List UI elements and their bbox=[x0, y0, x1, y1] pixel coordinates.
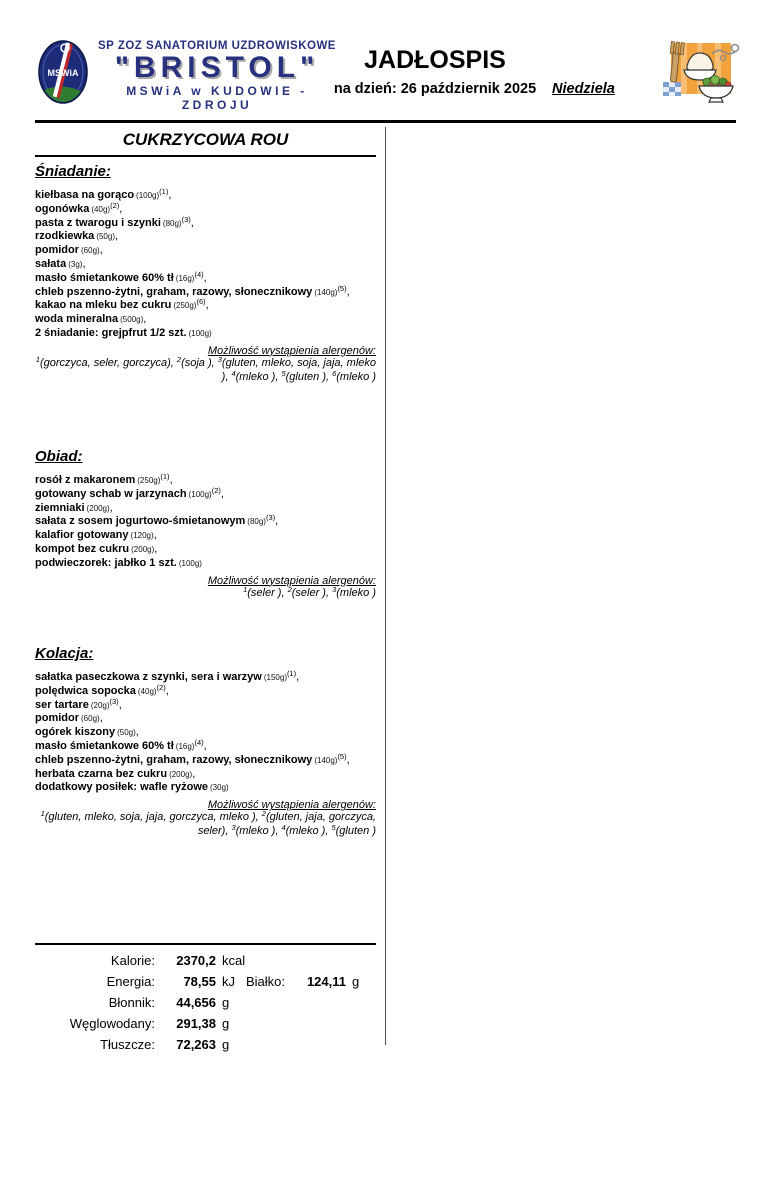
menu-item: masło śmietankowe 60% tł $(16g)^{(4)}$, bbox=[35, 269, 207, 284]
menu-item: chleb pszenno-żytni, graham, razowy, słonecznikowy $(140g)^{(5)}$, bbox=[35, 751, 350, 766]
item-quantity: (80g) bbox=[247, 517, 266, 527]
column-divider bbox=[385, 127, 386, 1045]
item-name: chleb pszenno-żytni, graham, razowy, słonecznikowy bbox=[35, 753, 313, 766]
nutrition-summary bbox=[35, 943, 376, 1055]
item-allergen-ref: (4) bbox=[194, 737, 204, 747]
allergen-number: 3 bbox=[231, 822, 236, 832]
item-quantity: (140g) bbox=[314, 287, 338, 297]
nutrition-value: 2370,2 bbox=[176, 953, 216, 968]
menu-item bbox=[35, 557, 376, 571]
day-name: Niedziela bbox=[552, 81, 615, 97]
item-allergen-ref: (4) bbox=[194, 269, 204, 279]
menu-item: rzodkiewka (50g), bbox=[35, 230, 119, 243]
allergen-text: (gluten, mleko, soja, jaja, gorczyca, mleko ), bbox=[44, 811, 262, 824]
nutrition-value: 72,263 bbox=[176, 1037, 216, 1052]
item-name: ziemniaki bbox=[35, 501, 85, 514]
allergen-header: Możliwość wystąpienia alergenów: bbox=[207, 344, 376, 357]
menu-item: kakao na mleku bez cukru $(250g)^{(6)}$, bbox=[35, 297, 209, 312]
menu-item bbox=[35, 781, 376, 795]
allergen-number: 3 bbox=[332, 584, 337, 594]
dinner-items bbox=[35, 671, 376, 795]
allergen-number: 4 bbox=[281, 822, 286, 832]
menu-item: ziemniaki (200g), bbox=[35, 501, 113, 514]
nutrition-row bbox=[35, 1013, 376, 1034]
nutrition-rows bbox=[35, 950, 376, 1055]
allergen-list bbox=[35, 354, 376, 385]
item-quantity: (3g) bbox=[68, 259, 83, 269]
allergen-number: 2 bbox=[261, 809, 266, 819]
item-name: sałata z sosem jogurtowo-śmietanowym bbox=[35, 515, 246, 528]
allergen-number: 1 bbox=[243, 584, 248, 594]
nutrition-value: 78,55 bbox=[183, 974, 216, 989]
item-name: dodatkowy posiłek: wafle ryżowe bbox=[35, 781, 208, 794]
menu-item: pomidor (60g), bbox=[35, 712, 103, 725]
lunch-heading: Obiad: bbox=[35, 448, 83, 465]
allergen-text: (gluten ), bbox=[285, 370, 333, 383]
allergen-list bbox=[35, 584, 376, 601]
allergen-number: 5 bbox=[281, 368, 286, 378]
nutrition-unit: g bbox=[222, 1037, 230, 1052]
item-name: pomidor bbox=[35, 712, 79, 725]
item-quantity: (100g) bbox=[188, 328, 212, 338]
nutrition-label: Kalorie: bbox=[110, 953, 155, 968]
allergen-text: (mleko ), bbox=[235, 370, 282, 383]
item-quantity: (50g) bbox=[117, 728, 136, 738]
menu-item: kiełbasa na gorąco $(100g)^{(1)}$, bbox=[35, 187, 172, 201]
allergen-number: 1 bbox=[35, 354, 40, 364]
allergen-list bbox=[35, 811, 376, 839]
breakfast-items bbox=[35, 189, 376, 341]
allergen-number: 6 bbox=[332, 368, 337, 378]
item-name: ogórek kiszony bbox=[35, 726, 116, 739]
org-line2: MSWiA w KUDOWIE - ZDROJU bbox=[126, 84, 308, 112]
menu-item: pomidor (60g), bbox=[35, 244, 103, 257]
item-allergen-ref: (5) bbox=[337, 283, 347, 293]
allergen-text: (soja ), bbox=[181, 356, 218, 369]
item-quantity: (20g) bbox=[90, 700, 110, 710]
item-allergen-ref: (5) bbox=[337, 751, 347, 761]
nutrition-label: Węglowodany: bbox=[69, 1016, 155, 1031]
item-allergen-ref: (1) bbox=[159, 187, 169, 196]
breakfast-heading: Śniadanie: bbox=[35, 163, 111, 180]
section-breakfast bbox=[35, 163, 376, 384]
nutrition-value: 124,11 bbox=[306, 974, 346, 989]
item-name: chleb pszenno-żytni, graham, razowy, słonecznikowy bbox=[35, 285, 313, 298]
allergen-number: 5 bbox=[331, 822, 336, 832]
item-name: masło śmietankowe 60% tł bbox=[35, 739, 174, 752]
menu-item: ogonówka $(40g)^{(2)}$, bbox=[35, 200, 123, 215]
nutrition-label: Białko: bbox=[245, 974, 285, 989]
nutrition-label: Tłuszcze: bbox=[100, 1037, 155, 1052]
item-quantity: (250g) bbox=[173, 301, 197, 311]
allergen-text: (mleko ), bbox=[285, 824, 332, 837]
menu-item: polędwica sopocka $(40g)^{(2)}$, bbox=[35, 682, 169, 697]
menu-item: kalafior gotowany (120g), bbox=[35, 529, 157, 542]
allergen-number: 2 bbox=[176, 354, 182, 364]
allergen-text: (mleko ) bbox=[336, 370, 376, 383]
protein-row bbox=[205, 971, 359, 992]
org-line1: SP ZOZ SANATORIUM UZDROWISKOWE bbox=[98, 40, 336, 52]
section-dinner bbox=[35, 645, 376, 839]
section-lunch bbox=[35, 448, 376, 600]
menu-item: herbata czarna bez cukru (200g), bbox=[35, 767, 196, 780]
item-quantity: (140g) bbox=[314, 755, 338, 765]
item-allergen-ref: (3) bbox=[109, 696, 119, 706]
item-quantity: (100g) bbox=[178, 558, 202, 568]
item-quantity: (40g) bbox=[91, 204, 111, 214]
item-quantity: (50g) bbox=[96, 232, 115, 242]
item-quantity: (500g) bbox=[120, 315, 144, 325]
allergen-text: (gluten, jaja, gorczyca, seler), bbox=[197, 811, 376, 837]
menu-item: chleb pszenno-żytni, graham, razowy, słonecznikowy $(140g)^{(5)}$, bbox=[35, 283, 350, 298]
item-name: polędwica sopocka bbox=[35, 684, 136, 697]
item-allergen-ref: (6) bbox=[196, 297, 206, 307]
menu-item: pasta z twarogu i szynki $(80g)^{(3)}$, bbox=[35, 214, 194, 229]
nutrition-unit: kJ bbox=[222, 974, 235, 989]
nutrition-label: Błonnik: bbox=[108, 995, 155, 1010]
item-quantity: (16g) bbox=[175, 273, 195, 283]
diet-title: CUKRZYCOWA ROU bbox=[35, 130, 376, 157]
allergen-number: 1 bbox=[40, 809, 45, 819]
nutrition-row bbox=[35, 950, 376, 971]
item-quantity: (100g) bbox=[188, 489, 212, 499]
lunch-items bbox=[35, 474, 376, 571]
mswia-badge-icon bbox=[38, 40, 88, 104]
item-name: masło śmietankowe 60% tł bbox=[35, 271, 174, 284]
item-name: rzodkiewka bbox=[35, 230, 95, 243]
item-name: kakao na mleku bez cukru bbox=[35, 299, 172, 312]
header-rule bbox=[35, 120, 736, 123]
item-name: kiełbasa na gorąco bbox=[35, 189, 135, 201]
item-name: sałata bbox=[35, 257, 67, 270]
nutrition-unit: kcal bbox=[222, 953, 246, 968]
allergen-number: 4 bbox=[231, 368, 236, 378]
item-quantity: (40g) bbox=[137, 686, 157, 696]
item-allergen-ref: (2) bbox=[156, 682, 166, 692]
item-quantity: (250g) bbox=[137, 476, 161, 485]
menu-item: kompot bez cukru (200g), bbox=[35, 542, 158, 555]
item-name: herbata czarna bez cukru bbox=[35, 767, 168, 780]
item-allergen-ref: (1) bbox=[286, 669, 297, 678]
allergen-header: Możliwość wystąpienia alergenów: bbox=[207, 574, 376, 587]
nutrition-value: 291,38 bbox=[176, 1016, 216, 1031]
menu-item: masło śmietankowe 60% tł $(16g)^{(4)}$, bbox=[35, 737, 207, 752]
date-line: na dzień: 26 październik 2025 bbox=[333, 81, 537, 97]
item-name: kompot bez cukru bbox=[35, 542, 130, 555]
document-title: JADŁOSPIS bbox=[364, 46, 506, 74]
item-name: podwieczorek: jabłko 1 szt. bbox=[35, 556, 177, 569]
nutrition-unit: g bbox=[222, 1016, 230, 1031]
dinner-heading: Kolacja: bbox=[35, 645, 94, 662]
item-quantity: (200g) bbox=[131, 544, 155, 554]
item-quantity: (150g) bbox=[263, 673, 287, 682]
allergen-text: (gluten ) bbox=[335, 824, 376, 837]
item-quantity: (60g) bbox=[81, 714, 100, 724]
organization-block bbox=[92, 40, 342, 112]
item-allergen-ref: (2) bbox=[110, 200, 120, 210]
item-quantity: (200g) bbox=[169, 769, 193, 779]
menu-item: sałata (3g), bbox=[35, 257, 86, 270]
nutrition-unit: g bbox=[352, 974, 360, 989]
item-quantity: (30g) bbox=[210, 783, 229, 793]
nutrition-value: 44,656 bbox=[176, 995, 216, 1010]
nutrition-unit: g bbox=[222, 995, 230, 1010]
menu-item: sałata z sosem jogurtowo-śmietanowym $(80g)^{(3)}$, bbox=[35, 513, 279, 528]
item-allergen-ref: (3) bbox=[265, 513, 276, 523]
logo-text: MSWiA bbox=[47, 68, 79, 78]
allergen-text: (mleko ), bbox=[235, 824, 282, 837]
item-allergen-ref: (3) bbox=[181, 214, 191, 224]
item-name: ogonówka bbox=[35, 202, 90, 215]
nutrition-row bbox=[35, 992, 376, 1013]
allergen-number: 3 bbox=[217, 354, 222, 364]
menu-item: gotowany schab w jarzynach $(100g)^{(2)}$, bbox=[35, 485, 224, 500]
item-quantity: (120g) bbox=[130, 531, 154, 541]
allergen-number: 2 bbox=[287, 584, 292, 594]
allergen-text: (gorczyca, seler, gorczyca), bbox=[39, 356, 177, 369]
item-name: ser tartare bbox=[35, 698, 89, 711]
item-name: gotowany schab w jarzynach bbox=[35, 487, 187, 500]
tablecloth bbox=[663, 82, 681, 96]
org-name: "BRISTOL" bbox=[114, 51, 320, 84]
allergen-text: (seler ), bbox=[291, 586, 333, 599]
menu-item: woda mineralna (500g), bbox=[35, 313, 147, 326]
item-quantity: (200g) bbox=[86, 503, 110, 513]
allergen-header: Możliwość wystąpienia alergenów: bbox=[207, 799, 376, 812]
item-name: pomidor bbox=[35, 244, 79, 257]
item-name: sałatka paseczkowa z szynki, sera i warzyw bbox=[35, 671, 262, 683]
item-allergen-ref: (1) bbox=[160, 472, 170, 481]
allergen-text: (seler ), bbox=[247, 586, 288, 599]
item-quantity: (16g) bbox=[175, 741, 195, 751]
diet-column bbox=[35, 130, 376, 1060]
item-quantity: (80g) bbox=[162, 218, 182, 228]
allergen-text: (mleko ) bbox=[336, 586, 376, 599]
item-name: kalafior gotowany bbox=[35, 529, 129, 542]
item-name: 2 śniadanie: grejpfrut 1/2 szt. bbox=[35, 326, 187, 339]
item-name: rosół z makaronem bbox=[35, 474, 136, 486]
menu-item: sałatka paseczkowa z szynki, sera i warzyw $(150g)^{(1)}$, bbox=[35, 669, 300, 683]
menu-item: ogórek kiszony (50g), bbox=[35, 726, 139, 739]
item-name: pasta z twarogu i szynki bbox=[35, 216, 161, 229]
menu-item bbox=[35, 327, 376, 341]
meal-bowl-icon bbox=[657, 40, 743, 104]
nutrition-row bbox=[35, 1034, 376, 1055]
item-name: woda mineralna bbox=[35, 313, 119, 326]
item-quantity: (60g) bbox=[81, 246, 100, 256]
menu-item: ser tartare $(20g)^{(3)}$, bbox=[35, 696, 122, 711]
item-allergen-ref: (2) bbox=[211, 485, 221, 495]
allergen-text: (gluten, mleko, soja, jaja, mleko ), bbox=[221, 356, 376, 383]
item-quantity: (100g) bbox=[136, 191, 160, 200]
menu-item: rosół z makaronem $(250g)^{(1)}$, bbox=[35, 472, 173, 486]
nutrition-label: Energia: bbox=[106, 974, 155, 989]
